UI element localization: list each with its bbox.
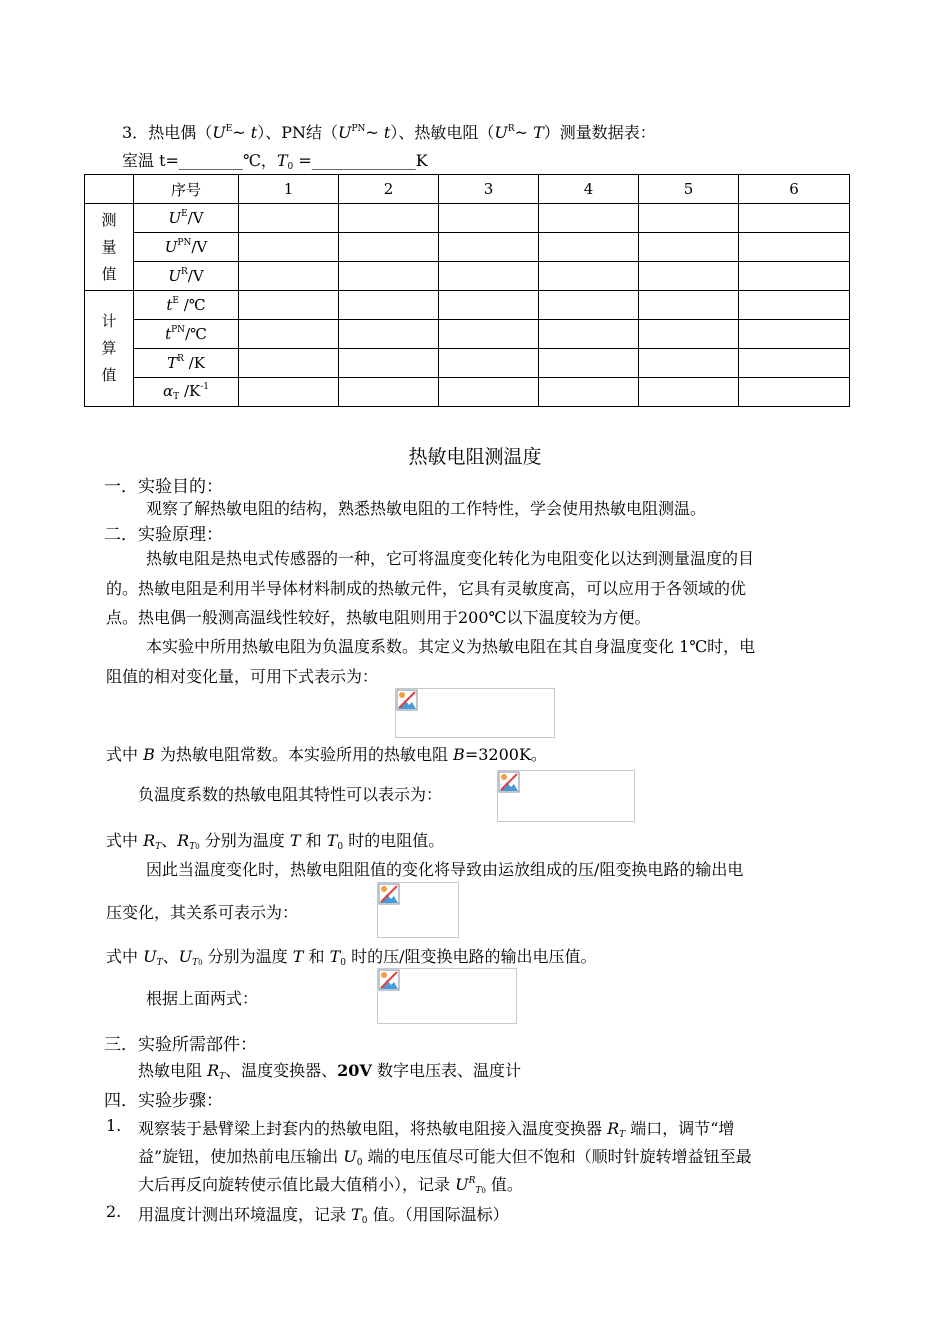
table-cell[interactable] (439, 349, 539, 378)
table-cell[interactable] (539, 320, 639, 349)
table-cell[interactable] (439, 291, 539, 320)
measurement-table (84, 174, 850, 407)
table-caption: 3．热电偶（$U^E\sim$ t）、PN结（$U^{PN}\sim$ t）、热敏电阻（$U^R\sim$ T）测量数据表： (122, 123, 656, 142)
formula-image-3 (377, 882, 459, 938)
table-cell[interactable] (539, 204, 639, 233)
table-cell[interactable] (639, 291, 739, 320)
table-cell[interactable] (739, 378, 850, 407)
table-cell[interactable] (639, 378, 739, 407)
col-header: 3 (439, 175, 539, 204)
table-cell[interactable] (639, 320, 739, 349)
table-row (85, 204, 850, 233)
col-header: 2 (339, 175, 439, 204)
broken-image-icon (378, 969, 400, 991)
row-label-tpn: $t^{PN}/℃$ (134, 320, 239, 349)
table-row (85, 233, 850, 262)
table-cell[interactable] (439, 233, 539, 262)
table-cell[interactable] (639, 233, 739, 262)
table-cell[interactable] (539, 262, 639, 291)
group-measure: 测 量 值 (85, 204, 134, 291)
row-label-ue: $U^E/V$ (134, 204, 239, 233)
table-row (85, 378, 850, 407)
parts-list: 热敏电阻 $R_T$、温度变换器、20V 数字电压表、温度计 (138, 1061, 521, 1082)
group-calc: 计 算 值 (85, 291, 134, 407)
section-3-title: 三．实验所需部件： (104, 1035, 257, 1055)
section-1-text: 观察了解热敏电阻的结构，熟悉热敏电阻的工作特性，学会使用热敏电阻测温。 (146, 499, 707, 518)
table-cell[interactable] (239, 291, 339, 320)
table-row (85, 291, 850, 320)
table-cell[interactable] (739, 233, 850, 262)
table-cell[interactable] (239, 320, 339, 349)
row-label-te: $t^E$ /℃ (134, 291, 239, 320)
table-cell[interactable] (239, 233, 339, 262)
table-cell[interactable] (539, 233, 639, 262)
para-line: 根据上面两式： (146, 989, 259, 1008)
table-cell[interactable] (239, 262, 339, 291)
step-1-line-1: 观察装于悬臂梁上封套内的热敏电阻，将热敏电阻接入温度变换器 $R_T$ 端口，调节“增 (138, 1119, 735, 1140)
table-cell[interactable] (739, 349, 850, 378)
para-b-constant: 式中 B 为热敏电阻常数。本实验所用的热敏电阻 B=3200K。 (106, 745, 547, 764)
row-label-upn: $U^{PN}/V$ (134, 233, 239, 262)
para-ut: 式中 $U_T$、$U_{T0}$ 分别为温度 T 和 $T_0$ 时的压/阻变换电路的输出电压值。 (106, 947, 597, 968)
formula-image-2 (497, 770, 635, 822)
room-temp-line: 室温 t=________℃，$T_0$ =_____________K (122, 151, 428, 172)
table-cell[interactable] (239, 204, 339, 233)
table-cell[interactable] (339, 349, 439, 378)
table-cell[interactable] (439, 204, 539, 233)
step-1-num: 1. (106, 1116, 122, 1135)
row-label-ur: $U^R/V$ (134, 262, 239, 291)
para-line: 热敏电阻是热电式传感器的一种，它可将温度变化转化为电阻变化以达到测量温度的目 (146, 549, 755, 568)
table-cell[interactable] (339, 262, 439, 291)
para-line: 压变化，其关系可表示为： (106, 903, 299, 922)
para-line: 的。热敏电阻是利用半导体材料制成的热敏元件，它具有灵敏度高，可以应用于各领域的优 (106, 579, 747, 598)
para-line: 本实验中所用热敏电阻为负温度系数。其定义为热敏电阻在其自身温度变化 1℃时，电 (146, 637, 756, 656)
header-label: 序号 (134, 175, 239, 204)
table-cell[interactable] (739, 204, 850, 233)
row-label-tr: $T^R$ /K (134, 349, 239, 378)
table-cell[interactable] (439, 262, 539, 291)
page-title: 热敏电阻测温度 (408, 446, 542, 468)
broken-image-icon (378, 883, 400, 905)
formula-image-1 (395, 688, 555, 738)
col-header: 5 (639, 175, 739, 204)
table-row (85, 349, 850, 378)
table-cell[interactable] (539, 349, 639, 378)
para-line: 阻值的相对变化量，可用下式表示为： (106, 667, 379, 686)
table-cell[interactable] (439, 320, 539, 349)
broken-image-icon (498, 771, 520, 793)
formula-image-4 (377, 968, 517, 1024)
table-cell[interactable] (239, 378, 339, 407)
section-1-title: 一．实验目的： (104, 477, 223, 497)
table-row (85, 320, 850, 349)
table-cell[interactable] (739, 262, 850, 291)
row-label-alpha: $\alpha_T$ $/K^{-1}$ (134, 378, 239, 407)
table-cell[interactable] (339, 320, 439, 349)
para-line: 负温度系数的热敏电阻其特性可以表示为： (138, 785, 443, 804)
step-1-line-2: 益”旋钮，使加热前电压输出 $U_0$ 端的电压值尽可能大但不饱和（顺时针旋转增益钮至最 (138, 1147, 752, 1168)
table-cell[interactable] (639, 204, 739, 233)
para-line: 点。热电偶一般测高温线性较好，热敏电阻则用于200℃以下温度较为方便。 (106, 608, 651, 627)
broken-image-icon (396, 689, 418, 711)
col-header: 6 (739, 175, 850, 204)
table-cell[interactable] (639, 349, 739, 378)
table-cell[interactable] (239, 349, 339, 378)
table-cell[interactable] (339, 378, 439, 407)
step-2-num: 2. (106, 1202, 122, 1221)
table-cell[interactable] (739, 320, 850, 349)
table-cell[interactable] (439, 378, 539, 407)
table-cell[interactable] (339, 291, 439, 320)
col-header: 1 (239, 175, 339, 204)
table-cell[interactable] (539, 378, 639, 407)
para-rt: 式中 $R_T$、$R_{T0}$ 分别为温度 T 和 $T_0$ 时的电阻值。 (106, 831, 445, 852)
para-line: 因此当温度变化时，热敏电阻阻值的变化将导致由运放组成的压/阻变换电路的输出电 (146, 860, 744, 879)
table-cell[interactable] (339, 204, 439, 233)
table-cell[interactable] (339, 233, 439, 262)
col-header: 4 (539, 175, 639, 204)
section-2-title: 二．实验原理： (104, 525, 223, 545)
step-2-line: 用温度计测出环境温度，记录 $T_0$ 值。（用国际温标） (138, 1205, 509, 1226)
table-row (85, 262, 850, 291)
table-cell[interactable] (739, 291, 850, 320)
table-cell[interactable] (639, 262, 739, 291)
table-cell[interactable] (539, 291, 639, 320)
corner-cell (85, 175, 134, 204)
table-header-row (85, 175, 850, 204)
step-1-line-3: 大后再反向旋转使示值比最大值稍小），记录 $U^R_{T0}$ 值。 (138, 1175, 523, 1196)
section-4-title: 四．实验步骤： (104, 1091, 223, 1111)
